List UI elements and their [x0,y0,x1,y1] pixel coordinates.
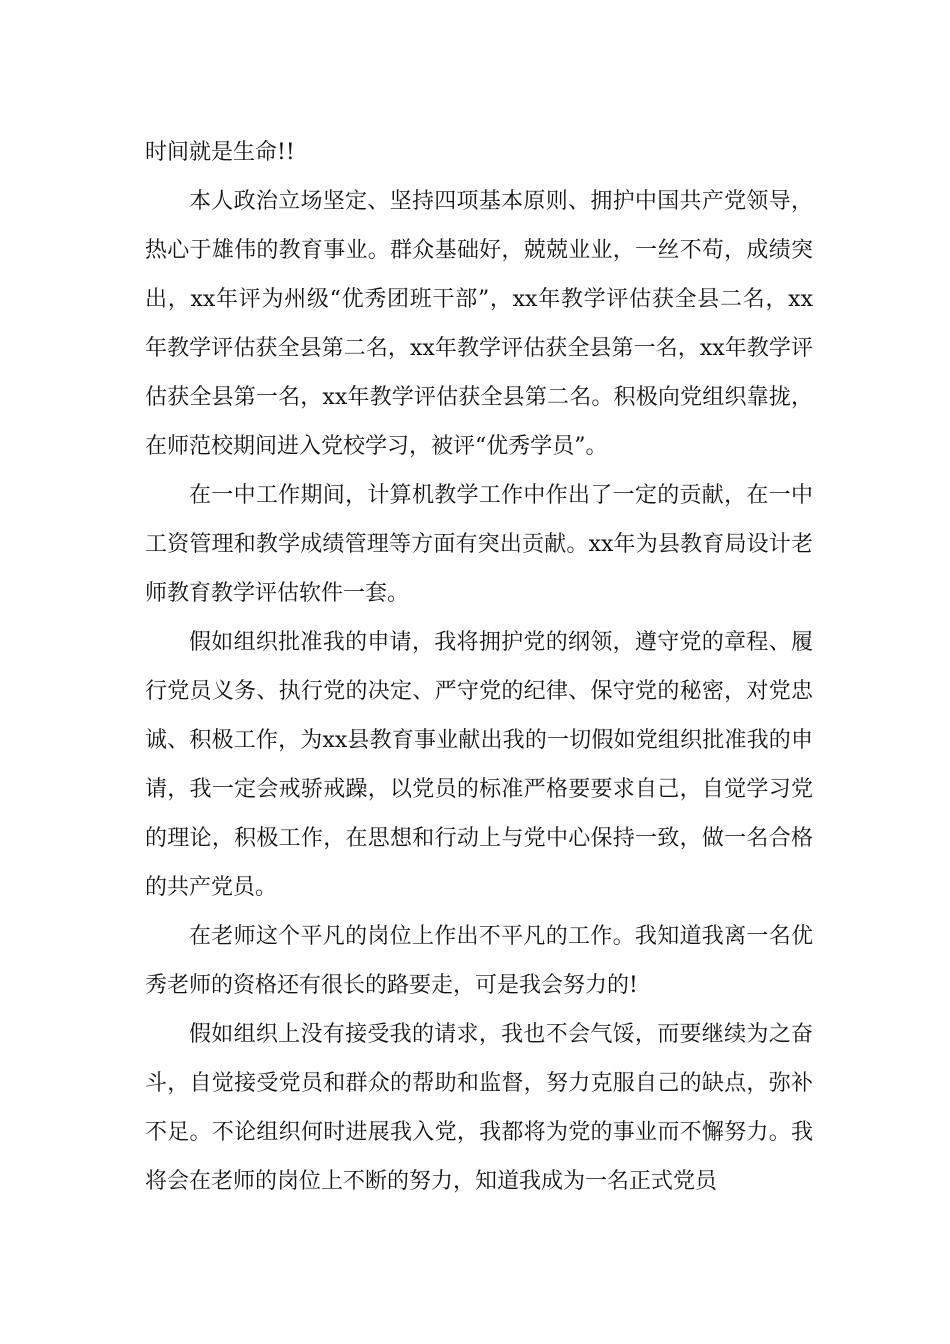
document-body [145,128,813,1206]
paragraph-5: 在老师这个平凡的岗位上作出不平凡的工作。我知道我离一名优秀老师的资格还有很长的路要走，可是我会努力的! [145,924,813,998]
paragraph-2: 本人政治立场坚定、坚持四项基本原则、拥护中国共产党领导，热心于雄伟的教育事业。群众基础好，兢兢业业，一丝不苟，成绩突出，xx年评为州级“优秀团班干部”，xx年教学评估获全县二名，xx年教学评估获全县第二名，xx年教学评估获全县第一名，xx年教学评估获全县第一名，xx年教学评估获全县第二名。积极向党组织靠拢，在师范校期间进入党校学习，被评“优秀学员”。 [145,189,813,459]
paragraph-6: 假如组织上没有接受我的请求，我也不会气馁，而要继续为之奋斗，自觉接受党员和群众的帮助和监督，努力克服自己的缺点，弥补不足。不论组织何时进展我入党，我都将为党的事业而不懈努力。我将会在老师的岗位上不断的努力，知道我成为一名正式党员 [145,1022,813,1194]
paragraph-1: 时间就是生命!! [145,140,295,165]
paragraph-3: 在一中工作期间，计算机教学工作中作出了一定的贡献，在一中工资管理和教学成绩管理等方面有突出贡献。xx年为县教育局设计老师教育教学评估软件一套。 [145,483,813,606]
paragraph-4: 假如组织批准我的申请，我将拥护党的纲领，遵守党的章程、履行党员义务、执行党的决定、严守党的纪律、保守党的秘密，对党忠诚、积极工作，为xx县教育事业献出我的一切假如党组织批准我的申请，我一定会戒骄戒躁，以党员的标准严格要要求自己，自觉学习党的理论，积极工作，在思想和行动上与党中心保持一致，做一名合格的共产党员。 [145,630,813,900]
